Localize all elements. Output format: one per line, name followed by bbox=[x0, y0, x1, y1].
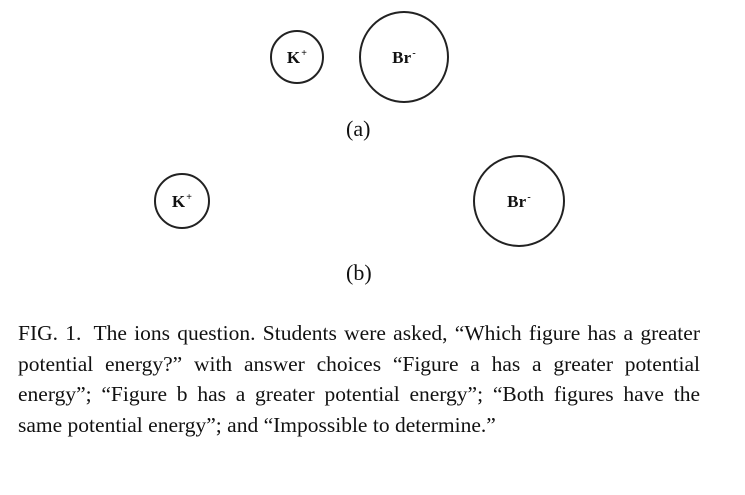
panel-b-label: (b) bbox=[346, 260, 372, 285]
bromide-ion-a bbox=[359, 11, 449, 103]
potassium-ion-a bbox=[270, 30, 324, 84]
bromide-ion-a-label: Br- bbox=[392, 47, 416, 67]
potassium-ion-b bbox=[154, 173, 210, 229]
bromide-ion-b-label: Br- bbox=[507, 191, 531, 211]
figure-number: FIG. 1. bbox=[18, 321, 82, 345]
potassium-ion-a-label: K+ bbox=[286, 47, 308, 67]
panel-a-label: (a) bbox=[346, 116, 371, 141]
potassium-ion-b-label: K+ bbox=[171, 191, 193, 211]
caption-text: The ions question. Students were asked, “Which figure has a greater potential energy?” with answer choices “Figure a has a greater potential energy”; “Figure b has a greater potential energy”; “Both figures have the same potential energy”; and “Impossible to determine.” bbox=[18, 321, 700, 437]
figure-caption bbox=[18, 318, 700, 440]
bromide-ion-b bbox=[473, 155, 565, 247]
